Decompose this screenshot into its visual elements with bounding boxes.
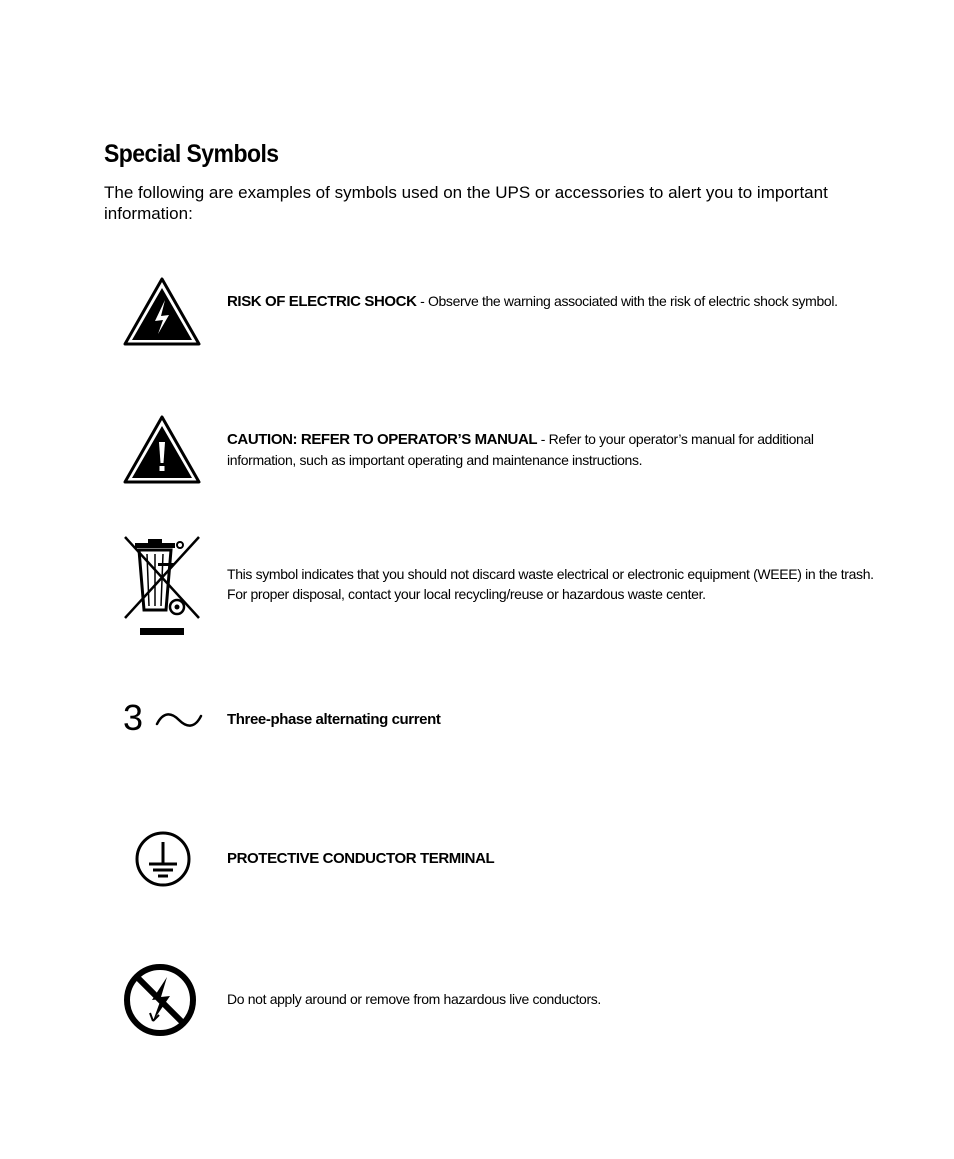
symbol-text: [227, 291, 879, 312]
symbol-description: - Refer to your operator’s manual for additional information, such as important operating and maintenance instructions.: [227, 431, 814, 468]
symbol-row-weee: [104, 534, 884, 638]
page-title: Special Symbols: [104, 140, 279, 168]
symbol-text: [227, 709, 879, 730]
symbol-text: [227, 848, 879, 869]
symbol-row-three-phase: [104, 697, 884, 744]
symbol-term: Three-phase alternating current: [227, 711, 441, 728]
symbol-text: [227, 564, 879, 604]
three-phase-ac-icon: [122, 697, 202, 744]
symbol-text: [227, 429, 879, 470]
symbol-row-protective-earth: [104, 830, 884, 890]
alternating-current-wave-icon: [155, 710, 203, 730]
intro-paragraph: The following are examples of symbols used on the UPS or accessories to alert you to important information:: [104, 183, 828, 223]
symbol-term: CAUTION: REFER TO OPERATOR’S MANUAL: [227, 431, 538, 448]
protective-earth-icon: [122, 830, 202, 890]
symbol-row-no-live-conductors: [104, 963, 884, 1037]
symbol-term: PROTECTIVE CONDUCTOR TERMINAL: [227, 850, 495, 867]
weee-crossed-bin-icon: [122, 534, 202, 638]
no-live-conductors-icon: [122, 963, 202, 1037]
symbol-row-electric-shock: [104, 276, 884, 348]
symbol-description: This symbol indicates that you should not discard waste electrical or electronic equipment (WEEE) in the trash. For proper disposal, contact your local recycling/reuse or hazardous waste center.: [227, 566, 874, 602]
symbol-term: RISK OF ELECTRIC SHOCK: [227, 293, 417, 310]
symbol-text: [227, 989, 879, 1009]
phase-count: 3: [123, 697, 144, 738]
caution-exclamation-icon: [122, 414, 202, 486]
symbol-description: - Observe the warning associated with the risk of electric shock symbol.: [416, 293, 838, 309]
symbol-description: Do not apply around or remove from hazardous live conductors.: [227, 991, 601, 1007]
electric-shock-warning-icon: [122, 276, 202, 348]
symbol-row-caution: [104, 414, 884, 486]
